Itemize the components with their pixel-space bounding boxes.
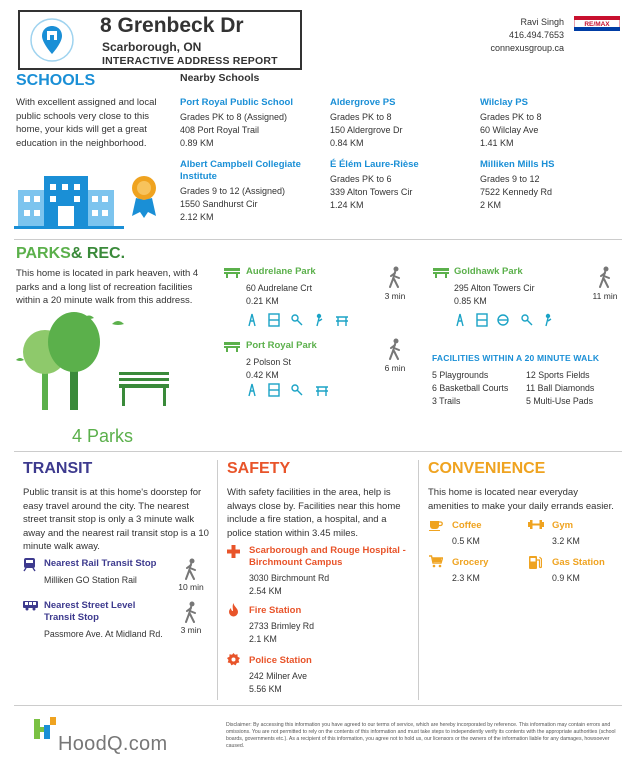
school-distance: 1.24 KM bbox=[330, 200, 364, 210]
walking-person-icon bbox=[598, 266, 612, 288]
transit-stop-name[interactable]: Nearest Street Level Transit Stop bbox=[44, 600, 136, 623]
school-address: 1550 Sandhurst Cir bbox=[180, 199, 258, 209]
walking-person-icon bbox=[388, 266, 402, 288]
school-grades: Grades 9 to 12 (Assigned) bbox=[180, 186, 286, 196]
safety-facility-address: 2733 Brimley Rd bbox=[249, 621, 315, 631]
parks-title bbox=[16, 245, 125, 263]
section-divider bbox=[14, 239, 622, 240]
transit-description: Public transit is at this home's doorstep for easy travel around the city. The nearest street transit stop is only a 3 minute walk away and the nearest rail transit stop is a 10 minute walk away. bbox=[23, 487, 209, 552]
park-name[interactable]: Port Royal Park bbox=[246, 340, 317, 351]
amenity-name[interactable]: Grocery bbox=[452, 557, 489, 568]
school-item[interactable] bbox=[330, 159, 470, 212]
amenity-distance: 2.3 KM bbox=[452, 573, 480, 583]
school-building-icon bbox=[14, 170, 164, 232]
facility-count: 3 Trails bbox=[432, 396, 461, 406]
police-badge-icon bbox=[227, 653, 240, 666]
school-name[interactable]: Albert Campbell Collegiate Institute bbox=[180, 159, 301, 182]
park-distance: 0.85 KM bbox=[454, 296, 487, 306]
park-facility-icons bbox=[454, 313, 558, 327]
safety-facility-distance: 2.54 KM bbox=[249, 586, 282, 596]
walk-time: 3 min bbox=[180, 625, 202, 635]
amenity-distance: 0.9 KM bbox=[552, 573, 580, 583]
walking-person-icon bbox=[388, 338, 402, 360]
amenity-name[interactable]: Gym bbox=[552, 520, 574, 531]
park-trees-icon bbox=[14, 312, 184, 412]
walk-time: 3 min bbox=[384, 291, 406, 301]
safety-facility-address: 242 Milner Ave bbox=[249, 671, 308, 681]
parks-count: 4 Parks bbox=[72, 426, 134, 446]
walk-time: 11 min bbox=[592, 291, 618, 301]
school-distance: 0.89 KM bbox=[180, 138, 214, 148]
safety-facility-distance: 5.56 KM bbox=[249, 684, 282, 694]
report-title: INTERACTIVE ADDRESS REPORT bbox=[102, 55, 278, 67]
school-name[interactable]: Port Royal Public School bbox=[180, 97, 293, 108]
school-grades: Grades PK to 6 bbox=[330, 174, 392, 184]
parks-title-main: PARKS bbox=[16, 245, 71, 262]
school-item[interactable] bbox=[330, 97, 470, 150]
school-name[interactable]: É Élém Laure-Rièse bbox=[330, 159, 419, 170]
hoodq-logo-icon bbox=[34, 717, 58, 739]
agent-website[interactable]: connexusgroup.ca bbox=[490, 43, 564, 53]
agent-phone[interactable]: 416.494.7653 bbox=[508, 30, 564, 40]
walking-person-icon bbox=[184, 558, 198, 580]
facility-count: 12 Sports Fields bbox=[526, 370, 590, 380]
school-item[interactable] bbox=[180, 159, 325, 224]
section-divider bbox=[14, 451, 622, 452]
safety-facility-name[interactable]: Police Station bbox=[249, 655, 312, 666]
school-grades: Grades PK to 8 (Assigned) bbox=[180, 112, 288, 122]
amenity-distance: 0.5 KM bbox=[452, 536, 480, 546]
transit-stop-name[interactable]: Nearest Rail Transit Stop bbox=[44, 558, 157, 569]
walking-person-icon bbox=[184, 601, 198, 623]
bus-icon bbox=[23, 600, 38, 611]
park-distance: 0.21 KM bbox=[246, 296, 279, 306]
gas-pump-icon bbox=[529, 555, 542, 569]
school-address: 339 Alton Towers Cir bbox=[330, 187, 413, 197]
brokerage-logo bbox=[574, 16, 620, 31]
transit-title: TRANSIT bbox=[23, 460, 93, 477]
parks-description: This home is located in park heaven, with 4 parks and a long list of recreation facilities within a 20 minute walk from this address. bbox=[16, 268, 199, 306]
school-address: 7522 Kennedy Rd bbox=[480, 187, 553, 197]
schools-title: SCHOOLS bbox=[16, 72, 96, 89]
bench-icon bbox=[224, 340, 240, 352]
column-divider bbox=[217, 460, 218, 700]
park-distance: 0.42 KM bbox=[246, 370, 279, 380]
school-distance: 2 KM bbox=[480, 200, 502, 210]
amenity-name[interactable]: Gas Station bbox=[552, 557, 605, 568]
school-item[interactable] bbox=[480, 159, 620, 212]
hospital-cross-icon bbox=[227, 545, 240, 558]
safety-title: SAFETY bbox=[227, 460, 291, 477]
school-address: 150 Aldergrove Dr bbox=[330, 125, 403, 135]
safety-facility-distance: 2.1 KM bbox=[249, 634, 277, 644]
grocery-cart-icon bbox=[429, 555, 443, 568]
park-name[interactable]: Goldhawk Park bbox=[454, 266, 523, 277]
footer-divider bbox=[14, 705, 622, 706]
safety-facility-address: 3030 Birchmount Rd bbox=[249, 573, 330, 583]
school-name[interactable]: Wilclay PS bbox=[480, 97, 528, 108]
dumbbell-icon bbox=[528, 520, 544, 529]
school-address: 408 Port Royal Trail bbox=[180, 125, 260, 135]
convenience-title: CONVENIENCE bbox=[428, 460, 546, 477]
amenity-name[interactable]: Coffee bbox=[452, 520, 482, 531]
train-icon bbox=[23, 557, 36, 572]
map-pin-icon bbox=[30, 18, 74, 62]
hoodq-logo-text[interactable]: HoodQ.com bbox=[58, 733, 168, 755]
park-facility-icons bbox=[246, 383, 332, 397]
school-grades: Grades PK to 8 bbox=[480, 112, 542, 122]
bench-icon bbox=[433, 266, 449, 278]
transit-stop-detail: Passmore Ave. At Midland Rd. bbox=[44, 629, 163, 639]
facility-count: 5 Multi-Use Pads bbox=[526, 396, 593, 406]
park-name[interactable]: Audrelane Park bbox=[246, 266, 316, 277]
coffee-icon bbox=[429, 519, 443, 531]
fire-icon bbox=[228, 603, 239, 617]
school-distance: 2.12 KM bbox=[180, 212, 214, 222]
school-grades: Grades 9 to 12 bbox=[480, 174, 540, 184]
property-city: Scarborough, ON bbox=[102, 40, 202, 54]
school-item[interactable] bbox=[180, 97, 330, 150]
park-address: 2 Polson St bbox=[246, 357, 291, 367]
column-divider bbox=[418, 460, 419, 700]
school-item[interactable] bbox=[480, 97, 620, 150]
safety-facility-name[interactable]: Fire Station bbox=[249, 605, 302, 616]
school-name[interactable]: Milliken Mills HS bbox=[480, 159, 555, 170]
park-address: 295 Alton Towers Cir bbox=[454, 283, 535, 293]
agent-info bbox=[470, 16, 564, 55]
nearby-schools-heading: Nearby Schools bbox=[180, 72, 260, 84]
walk-time: 6 min bbox=[384, 363, 406, 373]
school-address: 60 Wilclay Ave bbox=[480, 125, 539, 135]
park-address: 60 Audrelane Crt bbox=[246, 283, 313, 293]
safety-description: With safety facilities in the area, help is always close by. Facilities near this home include a fire station, a hospital, and a police station within 3.45 miles. bbox=[227, 487, 401, 539]
walk-time: 10 min bbox=[178, 582, 204, 592]
schools-description: With excellent assigned and local public schools very close to this home, your kids will get a great education in the neighborhood. bbox=[16, 97, 157, 149]
property-address: 8 Grenbeck Dr bbox=[100, 14, 244, 37]
amenity-distance: 3.2 KM bbox=[552, 536, 580, 546]
facility-count: 11 Ball Diamonds bbox=[526, 383, 595, 393]
disclaimer-text: Disclaimer: By accessing this information you have agreed to our terms of service, which are hereby incorporated by reference. This information may contain errors and omissions. You are not permitted to rely on the contents of this information and must take steps to independently verify its contents with the appropriate authorities (school boards, governments etc.). As a recipient of this information, you agree not to hold us, our licensors or the owners of the information liable for any damages, howsoever caused. bbox=[226, 722, 616, 749]
school-grades: Grades PK to 8 bbox=[330, 112, 392, 122]
school-distance: 0.84 KM bbox=[330, 138, 364, 148]
facilities-title: FACILITIES WITHIN A 20 MINUTE WALK bbox=[432, 353, 600, 363]
transit-stop-detail: Milliken GO Station Rail bbox=[44, 575, 137, 585]
facility-count: 5 Playgrounds bbox=[432, 370, 489, 380]
convenience-description: This home is located near everyday amenities to make your daily errands easier. bbox=[428, 487, 614, 512]
school-name[interactable]: Aldergrove PS bbox=[330, 97, 396, 108]
agent-name: Ravi Singh bbox=[520, 17, 564, 27]
facility-count: 6 Basketball Courts bbox=[432, 383, 509, 393]
bench-icon bbox=[224, 266, 240, 278]
parks-title-rec: & REC. bbox=[70, 245, 126, 262]
school-distance: 1.41 KM bbox=[480, 138, 514, 148]
brokerage-name: RE/MAX bbox=[584, 21, 610, 28]
safety-facility-name[interactable]: Scarborough and Rouge Hospital - Birchmount Campus bbox=[249, 545, 406, 568]
park-facility-icons bbox=[246, 313, 358, 327]
